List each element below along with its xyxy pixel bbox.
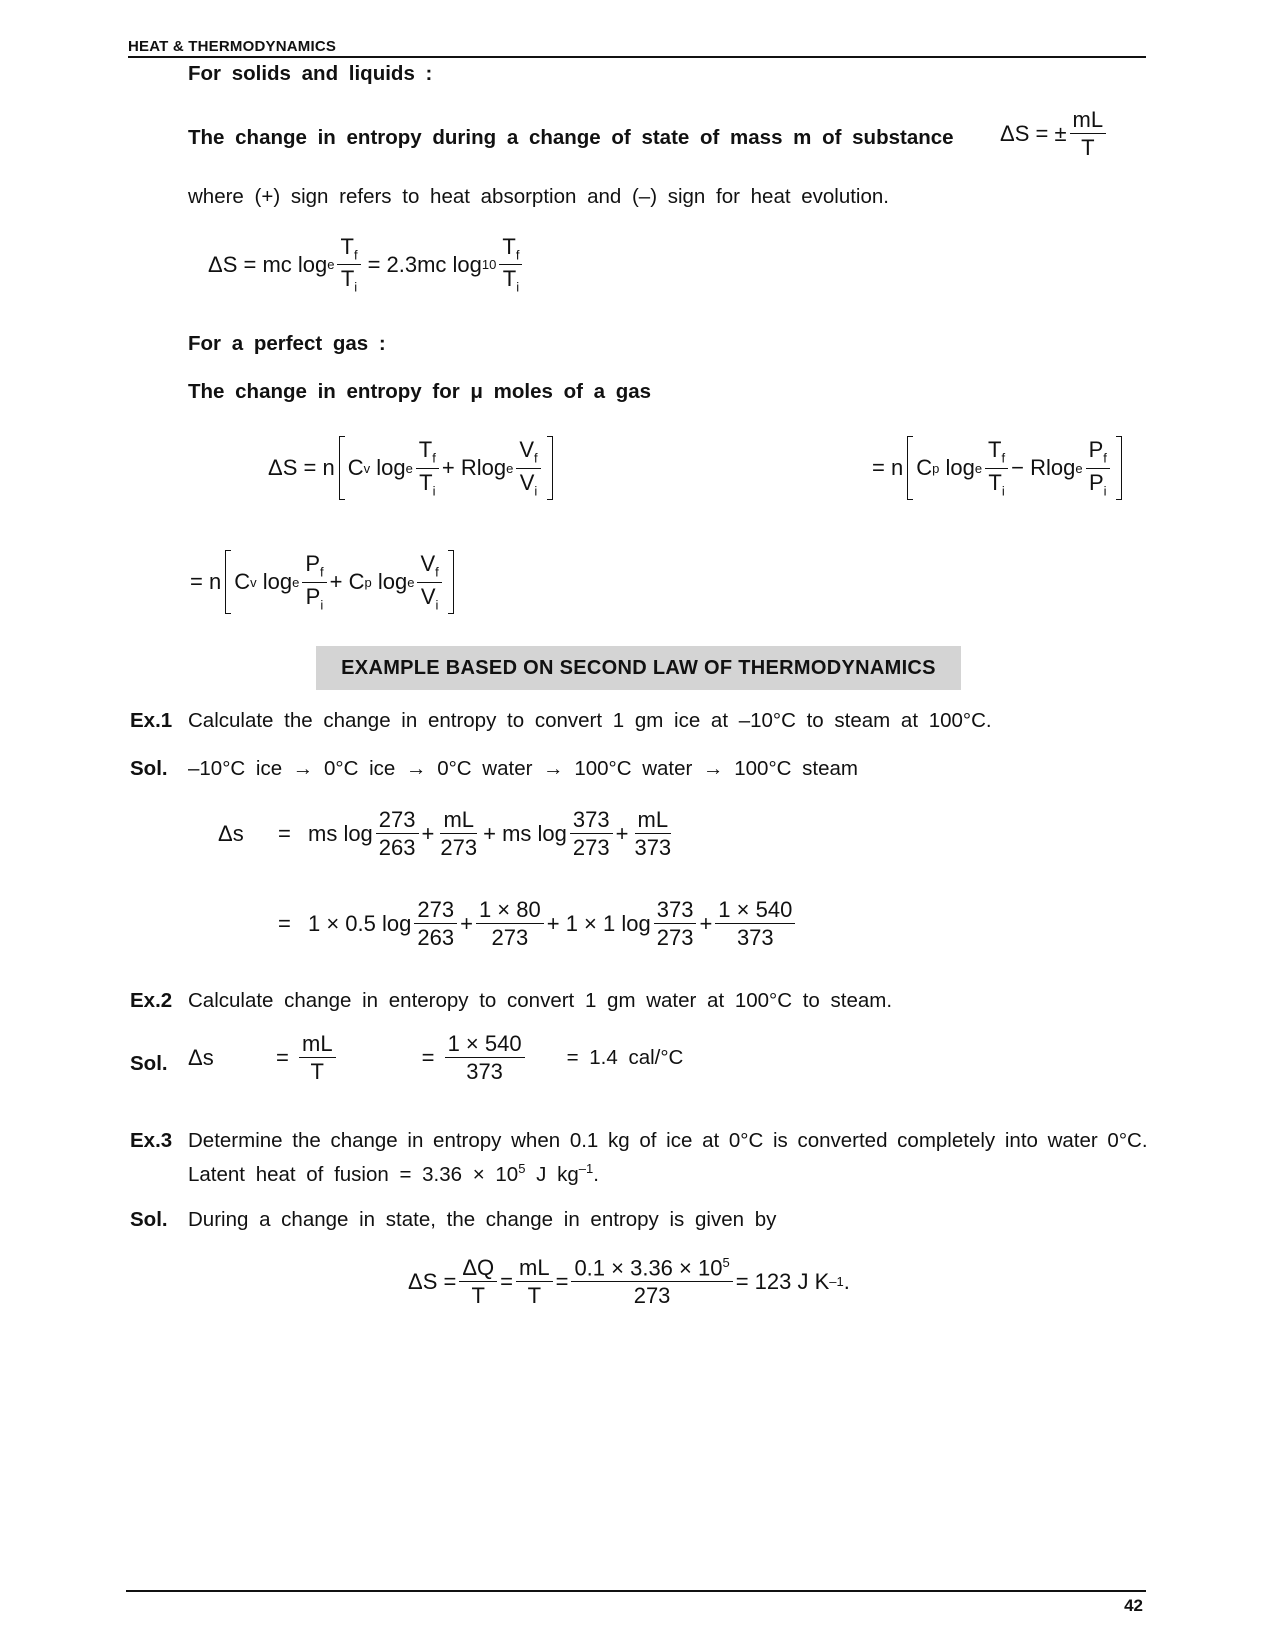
ex2-result: = 1.4 cal/°C xyxy=(566,1045,684,1069)
ex1-label: Ex.1 xyxy=(130,709,173,732)
sub-10: 10 xyxy=(481,257,497,273)
eq-mid: = 2.3mc log xyxy=(367,251,482,277)
vf-over-vi: $\frac{V_f}{V_i}$ xyxy=(516,438,540,497)
denominator: T xyxy=(1081,135,1095,161)
bracket-group: C p log e $\frac{T_f}{T_i}$ − R log e $\frac{P_f}{P_i}$ xyxy=(907,436,1122,500)
ex2-entropy-equation: Δs = $\frac{mL}{T}$ = $\frac{1 \times 540}{373}$ = 1.4 cal/°C xyxy=(188,1031,684,1085)
equals: = xyxy=(278,910,291,936)
ex3-entropy-equation: ΔS = $\frac{\Delta Q}{T}$ = $\frac{mL}{T}$ = $\frac{0.1 \times 3.36 \times 10^5}{273}$ = 123 J K –1 . xyxy=(408,1255,850,1309)
gas-statement: The change in entropy for μ moles of a gas xyxy=(188,380,652,403)
tf-over-ti: $\frac{T_f}{T_i}$ xyxy=(416,438,439,497)
equals: = xyxy=(278,820,291,846)
ml-over-t xyxy=(1070,108,1107,159)
numerator: mL xyxy=(1070,108,1107,134)
numerator: $T_f$ xyxy=(337,235,360,265)
sign-note: where (+) sign refers to heat absorption and (–) sign for heat evolution. xyxy=(188,185,889,208)
eq-lhs: = n xyxy=(190,569,222,594)
ex3-question-line2: Latent heat of fusion = $3.36 \times 10^5$ J $kg^{-1}$. xyxy=(188,1161,599,1186)
tf-over-ti-2 xyxy=(499,235,522,294)
header-rule xyxy=(128,56,1146,58)
eq-lhs: ΔS = n xyxy=(268,455,335,480)
ex3-sol-text: During a change in state, the change in entropy is given by xyxy=(188,1208,777,1231)
pf-over-pi: $\frac{P_f}{P_i}$ xyxy=(1086,438,1110,497)
ex1-question: Calculate the change in entropy to convert 1 gm ice at –10°C to steam at 100°C. xyxy=(188,709,992,732)
ex1-sol-label: Sol. xyxy=(130,757,168,780)
numerator: $T_f$ xyxy=(499,235,522,265)
tf-over-ti xyxy=(337,235,360,294)
latent-entropy-formula xyxy=(1000,108,1109,159)
ex2-sol-label: Sol. xyxy=(130,1052,168,1075)
ex3-label: Ex.3 xyxy=(130,1129,173,1152)
example-banner: EXAMPLE BASED ON SECOND LAW OF THERMODYNAMICS xyxy=(316,646,961,690)
gas-entropy-tp-equation xyxy=(872,436,1126,500)
ex1-entropy-line2: = 1 × 0.5 log $\frac{273}{263}$ + $\frac{1 \times 80}{273}$ + 1 × 1 log $\frac{373}{273}$ + $\frac{1 \times 540}{373}$ xyxy=(278,898,798,949)
gas-entropy-pv-equation xyxy=(190,550,458,614)
solids-statement: The change in entropy during a change of state of mass m of substance xyxy=(188,126,954,149)
gas-heading: For a perfect gas : xyxy=(188,332,386,355)
ex2-question: Calculate change in enteropy to convert 1 gm water at 100°C to steam. xyxy=(188,989,893,1012)
ds-symbol: Δs xyxy=(188,1044,214,1070)
ex3-sol-label: Sol. xyxy=(130,1208,168,1231)
running-header: HEAT & THERMODYNAMICS xyxy=(128,38,337,55)
equals: = xyxy=(276,1044,289,1070)
ds-symbol: Δs xyxy=(218,820,244,846)
denominator: $T_i$ xyxy=(340,266,358,295)
pf-over-pi: $\frac{P_f}{P_i}$ xyxy=(302,552,326,611)
solid-entropy-equation xyxy=(208,235,525,294)
eq-lhs: ΔS = mc log xyxy=(208,251,328,277)
ex2-label: Ex.2 xyxy=(130,989,173,1012)
vf-over-vi: $\frac{V_f}{V_i}$ xyxy=(417,552,441,611)
bracket-group: C v log e $\frac{T_f}{T_i}$ + R log e $\frac{V_f}{V_i}$ xyxy=(339,436,553,500)
solids-heading: For solids and liquids : xyxy=(188,62,433,85)
ex1-entropy-line1: Δs = ms log $\frac{273}{263}$ + $\frac{mL}{273}$ + ms log $\frac{373}{273}$ + $\frac{mL}{373}$ xyxy=(218,807,672,861)
ex1-state-path: –10°C ice → 0°C ice → 0°C water → 100°C water → 100°C steam xyxy=(188,757,858,780)
bracket-group: C v log e $\frac{P_f}{P_i}$ + C p log e $\frac{V_f}{V_i}$ xyxy=(225,550,454,614)
gas-entropy-tv-equation xyxy=(268,436,557,500)
footer-rule xyxy=(126,1590,1146,1592)
formula-lhs: ΔS = ± xyxy=(1000,120,1067,146)
denominator: $T_i$ xyxy=(502,266,520,295)
tf-over-ti: $\frac{T_f}{T_i}$ xyxy=(985,438,1008,497)
page-number: 42 xyxy=(1124,1596,1143,1615)
ex3-question-line1: Determine the change in entropy when 0.1 kg of ice at 0°C is converted completely into water 0°C. xyxy=(188,1129,1148,1152)
eq-lhs: = n xyxy=(872,455,904,480)
sub-e: e xyxy=(327,257,335,273)
